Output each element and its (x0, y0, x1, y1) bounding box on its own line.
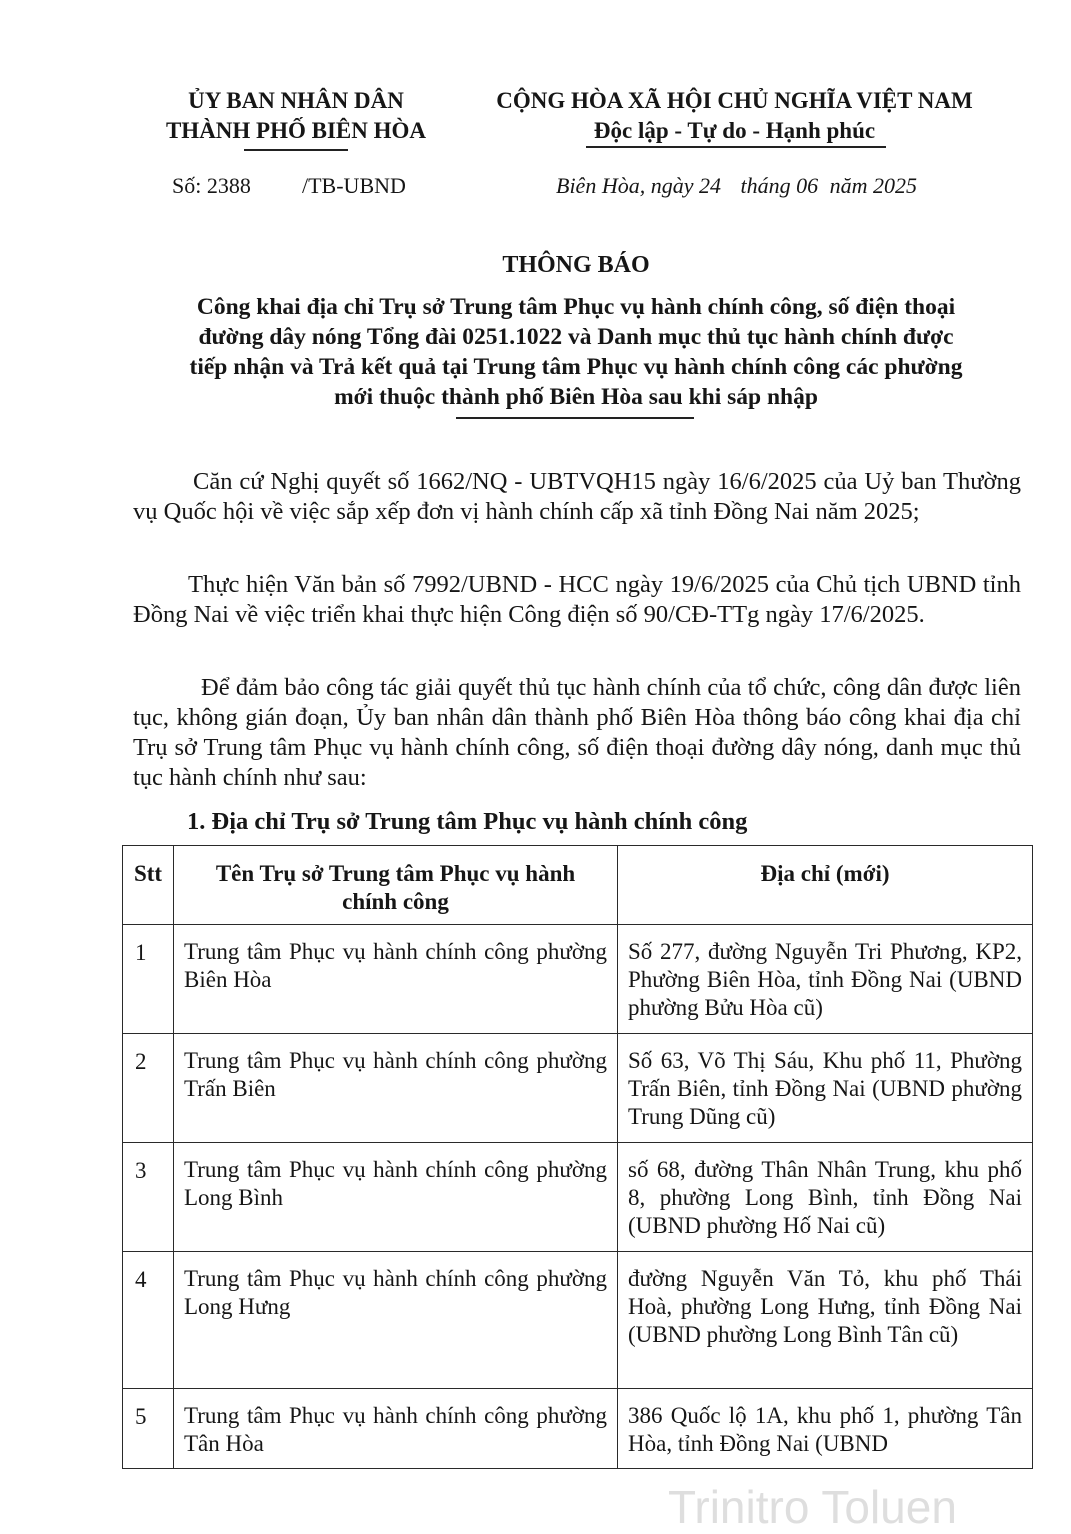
row-center-name: Trung tâm Phục vụ hành chính công phường Tân Hòa (174, 1389, 618, 1469)
date-month: tháng 06 (740, 173, 819, 198)
row-stt: 5 (123, 1389, 174, 1469)
document-heading: THÔNG BÁO (502, 252, 650, 278)
date-year: năm 2025 (829, 173, 917, 198)
motto: Độc lập - Tự do - Hạnh phúc (593, 118, 876, 143)
row-address: đường Nguyễn Văn Tỏ, khu phố Thái Hoà, phường Long Hưng, tỉnh Đồng Nai (UBND phường Long Bình Tân cũ) (618, 1252, 1033, 1389)
subject-underline (456, 417, 694, 419)
subject-line-4: mới thuộc thành phố Biên Hòa sau khi sáp nhập (334, 384, 818, 410)
number-value: 2388 (206, 173, 251, 198)
column-header-address: Địa chỉ (mới) (618, 846, 1033, 925)
service-center-table (122, 845, 1033, 1469)
subject-line-3: tiếp nhận và Trả kết quả tại Trung tâm Phục vụ hành chính công các phường (189, 354, 963, 380)
column-header-stt: Stt (123, 846, 174, 925)
row-center-name: Trung tâm Phục vụ hành chính công phường Long Bình (174, 1143, 618, 1252)
document-subject (100, 292, 1052, 412)
row-stt: 4 (123, 1252, 174, 1389)
agency-line-1: ỦY BAN NHÂN DÂN (188, 88, 404, 113)
table-row (123, 1252, 1033, 1389)
paragraph-legal-basis: Căn cứ Nghị quyết số 1662/NQ - UBTVQH15 ngày 16/6/2025 của Uỷ ban Thường vụ Quốc hội về việc sắp xếp đơn vị hành chính cấp xã tỉnh Đồng Nai năm 2025; (133, 468, 1021, 525)
row-address: Số 277, đường Nguyễn Tri Phương, KP2, Phường Biên Hòa, tỉnh Đồng Nai (UBND phường Bửu Hòa cũ) (618, 925, 1033, 1034)
row-stt: 3 (123, 1143, 174, 1252)
row-address: Số 63, Võ Thị Sáu, Khu phố 11, Phường Trấn Biên, tỉnh Đồng Nai (UBND phường Trung Dũng cũ) (618, 1034, 1033, 1143)
row-address: số 68, đường Thân Nhân Trung, khu phố 8, phường Long Bình, tỉnh Đồng Nai (UBND phường Hố Nai cũ) (618, 1143, 1033, 1252)
paragraph-purpose: Để đảm bảo công tác giải quyết thủ tục hành chính của tổ chức, công dân được liên tục, không gián đoạn, Ủy ban nhân dân thành phố Biên Hòa thông báo công khai địa chỉ Trụ sở Trung tâm Phục vụ hành chính công, số điện thoại đường dây nóng, danh mục thủ tục hành chính như sau: (133, 674, 1021, 791)
column-header-name: Tên Trụ sở Trung tâm Phục vụ hành chính công (174, 846, 618, 925)
section-1-heading: 1. Địa chỉ Trụ sở Trung tâm Phục vụ hành chính công (187, 808, 748, 835)
document-number (172, 172, 251, 200)
agency-name (140, 86, 452, 146)
number-label: Số: (172, 173, 202, 198)
nation-name: CỘNG HÒA XÃ HỘI CHỦ NGHĨA VIỆT NAM (496, 88, 973, 113)
nation-motto (462, 86, 1007, 146)
table-row (123, 1143, 1033, 1252)
issue-date (556, 172, 917, 200)
table-row (123, 925, 1033, 1034)
row-center-name: Trung tâm Phục vụ hành chính công phường Long Hưng (174, 1252, 618, 1389)
row-center-name: Trung tâm Phục vụ hành chính công phường Biên Hòa (174, 925, 618, 1034)
subject-line-2: đường dây nóng Tổng đài 0251.1022 và Danh mục thủ tục hành chính được (198, 324, 954, 350)
row-stt: 2 (123, 1034, 174, 1143)
paragraph-implementation: Thực hiện Văn bản số 7992/UBND - HCC ngày 19/6/2025 của Chủ tịch UBND tỉnh Đồng Nai về việc triển khai thực hiện Công điện số 90/CĐ-TTg ngày 17/6/2025. (133, 571, 1021, 628)
number-suffix: /TB-UBND (302, 173, 406, 198)
table-row (123, 1034, 1033, 1143)
row-stt: 1 (123, 925, 174, 1034)
watermark-text: Trinitro Toluen (668, 1481, 957, 1533)
agency-line-2: THÀNH PHỐ BIÊN HÒA (165, 118, 427, 143)
date-place: Biên Hòa, ngày 24 (556, 173, 721, 198)
row-center-name: Trung tâm Phục vụ hành chính công phường Trấn Biên (174, 1034, 618, 1143)
table-row (123, 1389, 1033, 1469)
agency-underline (244, 149, 348, 151)
row-address: 386 Quốc lộ 1A, khu phố 1, phường Tân Hòa, tỉnh Đồng Nai (UBND (618, 1389, 1033, 1469)
subject-line-1: Công khai địa chỉ Trụ sở Trung tâm Phục vụ hành chính công, số điện thoại (196, 294, 956, 320)
motto-underline (586, 146, 886, 148)
table-header-row (123, 846, 1033, 925)
